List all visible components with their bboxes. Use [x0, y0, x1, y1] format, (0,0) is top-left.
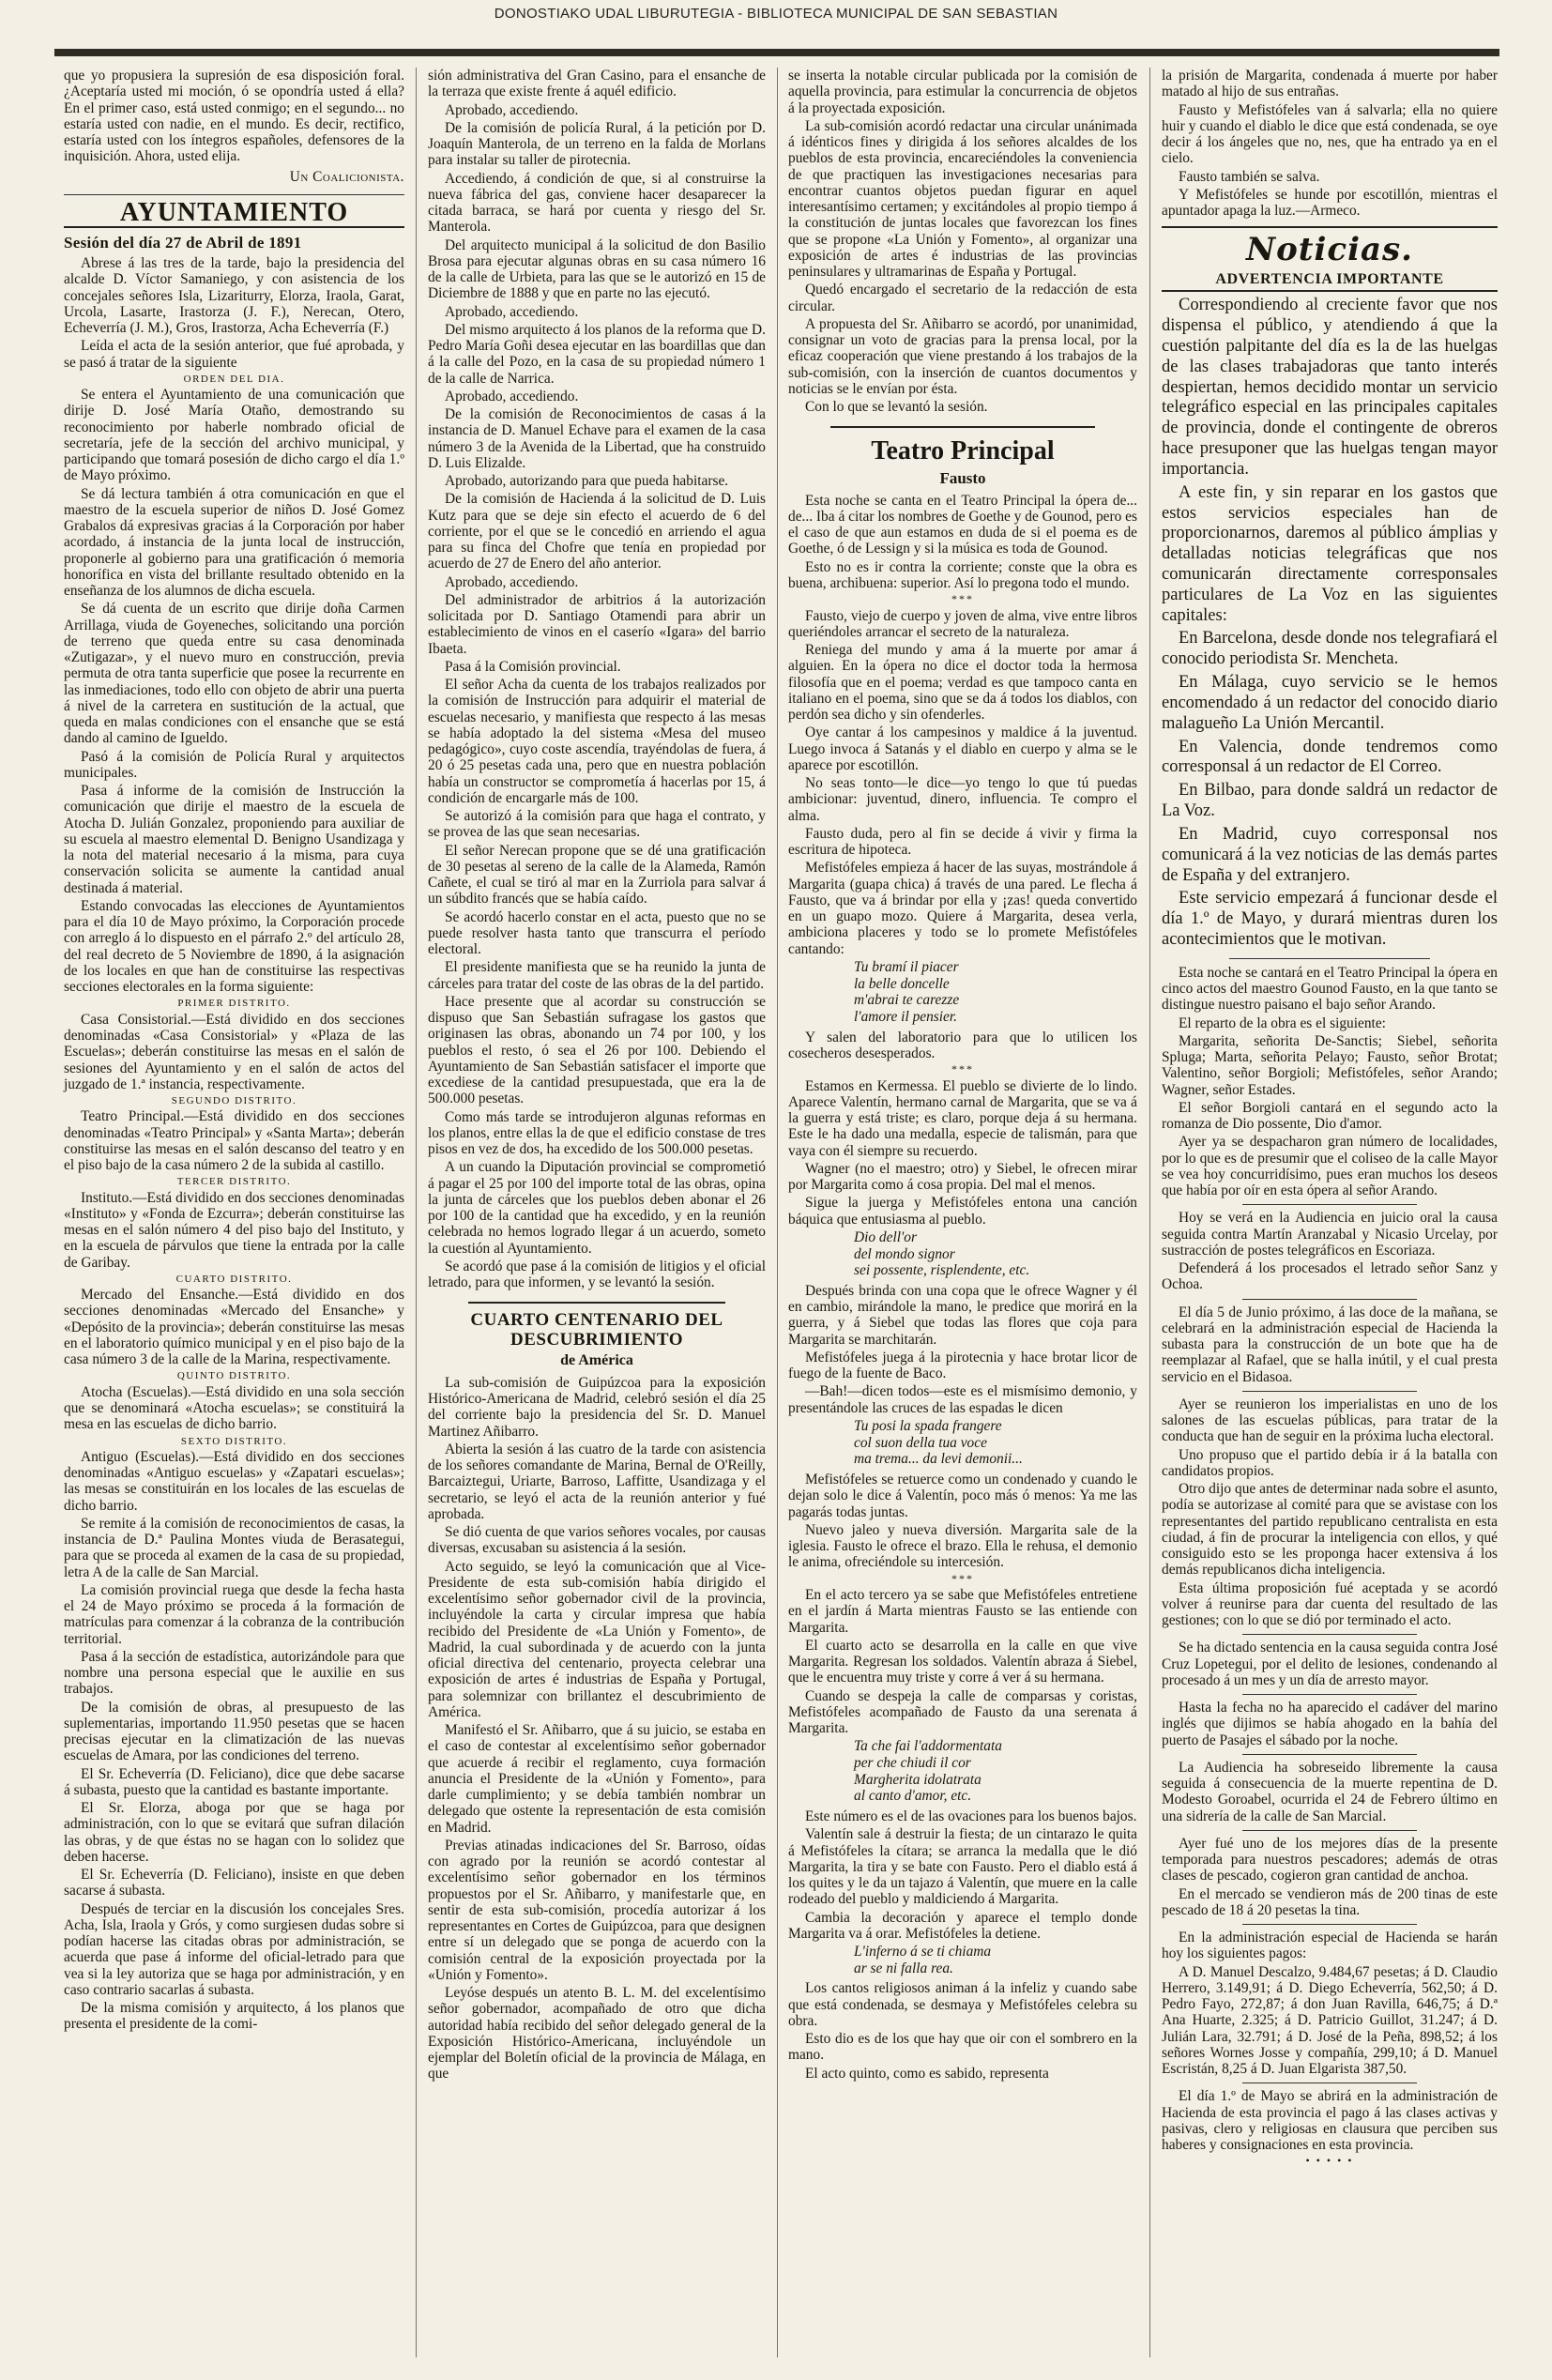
paragraph: La sub-comisión acordó redactar una circular unánimada á idénticos fines y dirigida á los señores alcaldes de los pueblos de esta provincia, encareciéndoles la conveniencia de que practiquen las investigaciones necesarias para encontrar cuantos objetos puedan figurar en aquel interesantísimo certamen; y excitándoles al propio tiempo á la constitución de juntas locales que favorezcan los fines que se propone «La Unión y Fomento», al organizar una exposición de artes é industrias de las provincias peninsulares y ultramarinas de España y Portugal.: [788, 117, 1137, 280]
paragraph: En el mercado se vendieron más de 200 tinas de este pescado de 18 á 20 pesetas la tina.: [1162, 1885, 1498, 1918]
paragraph: Estando convocadas las elecciones de Ayuntamientos para el día 10 de Mayo próximo, la Corporación procede con arreglo á lo dispuesto en el párrafo 2.º del artículo 28, del real decreto de 5 Noviembre de 1890, á la asignación de los locales en que han de constituirse las respectivas secciones electorales en la forma siguiente:: [64, 897, 404, 996]
column-4: [1152, 68, 1507, 2362]
paragraph: Esto no es ir contra la corriente; conste que la obra es buena, archibuena: superior. Así lo pregona todo el mundo.: [788, 558, 1137, 591]
separator-dots: • • • • •: [1305, 2154, 1354, 2168]
separator-stars: ***: [951, 1571, 974, 1585]
paragraph: Fausto y Mefistófeles van á salvarla; ella no quiere huir y cuando el diablo le dice que está condenada, se oye decir á los ángeles que no, nes, que ha entrado ya en el cielo.: [1162, 101, 1498, 167]
paragraph: El día 5 de Junio próximo, á las doce de la mañana, se celebrará en la administración especial de Hacienda la subasta para la construcción de un bote que ha de reemplazar al Rafael, que se halla inútil, y el cual presta servicio en el Bidasoa.: [1162, 1304, 1498, 1385]
paragraph: El señor Nerecan propone que se dé una gratificación de 30 pesetas al sereno de la calle de la Alameda, Ramón Cañete, el cual se tiró al mar en la Zurriola para salvar á un súbdito francés que se había caído.: [428, 842, 766, 908]
noticias-title: Noticias.: [1162, 226, 1498, 267]
paragraph: Esta noche se canta en el Teatro Principal la ópera de... de... Iba á citar los nombres de Goethe y de Gounod, pero es el caso de que aun estamos en duda de si el poema es de Goethe, ó de Lessign y si la música es toda de Gounod.: [788, 492, 1137, 557]
paragraph: De la comisión de obras, al presupuesto de las suplementarias, importando 11.950 pesetas que se hacen precisas ejecutar en la climatización de las nuevas escuelas de Amara, por las condiciones del terreno.: [64, 1699, 404, 1764]
paragraph: Hasta la fecha no ha aparecido el cadáver del marino inglés que dijimos se había ahogado en la bahía del puerto de Pasajes el sábado por la noche.: [1162, 1700, 1498, 1748]
paragraph: Fausto duda, pero al fin se decide á vivir y firma la escritura de hipoteca.: [788, 825, 1137, 859]
lead-paragraph: En Valencia, donde tendremos como corresponsal á un redactor de El Correo.: [1162, 737, 1498, 777]
paragraph: El acto quinto, como es sabido, representa: [805, 2065, 1049, 2082]
session-title: Sesión del día 27 de Abril de 1891: [64, 234, 302, 252]
section-divider: [830, 426, 1096, 428]
paragraph: Se dió cuenta de que varios señores vocales, por causas diversas, excusaban su asistencia á la sesión.: [428, 1524, 766, 1557]
lead-paragraph: En Madrid, cuyo corresponsal nos comunicará á la vez noticias de las demás partes de España y del extranjero.: [1162, 824, 1498, 885]
paragraph: Ayer fué uno de los mejores días de la presente temporada para nuestros pescadores; además de otras clases de pescado, cogieron gran cantidad de anchoa.: [1162, 1835, 1498, 1884]
lead-paragraph: En Barcelona, desde donde nos telegrafiará el conocido periodista Sr. Mencheta.: [1162, 629, 1498, 669]
verse-line: la belle doncelle: [854, 975, 950, 992]
paragraph: Se acordó que pase á la comisión de litigios y el oficial letrado, para que informen, y se levantó la sesión.: [428, 1258, 766, 1290]
paragraph: Aprobado, autorizando para que pueda habitarse.: [445, 473, 729, 489]
paragraph: Mefistófeles juega á la pirotecnia y hace brotar licor de fuego de la fuente de Baco.: [788, 1349, 1137, 1382]
paragraph: A propuesta del Sr. Añibarro se acordó, por unanimidad, consignar un voto de gracias para la prensa local, por la eficaz cooperación que viene prestando á los trabajos de la sub-comisión, con la inserción de cuantos documentos y noticias se le envían por ésta.: [788, 315, 1137, 397]
column-1: [54, 68, 414, 2362]
district-heading: TERCER DISTRITO.: [176, 1176, 292, 1188]
district-heading: CUARTO DISTRITO.: [175, 1273, 293, 1285]
paragraph: Se acordó hacerlo constar en el acta, puesto que no se puede resolver hasta tanto que transcurra el período electoral.: [428, 908, 766, 957]
paragraph: Leyóse después un atento B. L. M. del excelentísimo señor gobernador, acompañado de otro que dicha autoridad había recibido del señor delegado general de la Exposición Histórico-Americana, incluyéndole un ejemplar del Boletín oficial de la provincia de Málaga, en que: [428, 1985, 766, 2082]
news-divider: [1229, 958, 1431, 959]
verse-line: per che chiudi il cor: [854, 1754, 971, 1771]
paragraph: Estamos en Kermessa. El pueblo se divierte de lo lindo. Aparece Valentín, hermano carnal de Margarita, que se va á la guerra y está triste; es claro, porque deja á su hermana. Este le ha dado una medalla, especie de talismán, para que vaya con él siempre su recuerdo.: [788, 1077, 1137, 1159]
paragraph: Con lo que se levantó la sesión.: [805, 399, 988, 415]
news-divider: [1242, 1830, 1417, 1831]
paragraph: Fausto, viejo de cuerpo y joven de alma, vive entre libros queriéndoles arrancar el secreto de la naturaleza.: [788, 607, 1137, 640]
verse-line: ma trema... da levi demonii...: [854, 1451, 1023, 1468]
paragraph: Y Mefistófeles se hunde por escotillón, mientras el apuntador apaga la luz.—Armeco.: [1162, 186, 1498, 219]
paragraph: Teatro Principal.—Está dividido en dos secciones denominadas «Teatro Principal» y «Santa Marta»; deberán constituirse las mesas en el salón descanso del teatro y en el piso bajo de la casa número 2 de la subida al castillo.: [64, 1108, 404, 1174]
paragraph: Se dá lectura también á otra comunicación en que el maestro de la escuela superior de niños D. José Gomez Grabalos dá expresivas gracias á la Corporación por haber acordado, á instancia de la junta local de instrucción, proponerle al gobierno para una gratificación ó memoria honorífica en vista del brillante resultado obtenido en la enseñanza de los alumnos de dicha escuela.: [64, 485, 404, 600]
paragraph: A D. Manuel Descalzo, 9.484,67 pesetas; á D. Claudio Herrero, 3.149,91; á D. Diego Echeverría, 562,50; á D. Pedro Fayo, 272,87; á don Juan Ravilla, 646,75; á D.ª Ana Huarte, 2.325; á D. Patricio Guillot, 31.247; á D. Julián Lara, 32.791; á D. José de la Peña, 898,52; á los señores Wornes Josse y compañía, 299,10; á D. Manuel Escristán, 8,25 á D. Juan Elgarista 387,50.: [1162, 1963, 1498, 2078]
paragraph: Mercado del Ensanche.—Está dividido en dos secciones denominadas «Mercado del Ensanche» y «Depósito de la provincia»; deberán constituirse las mesas en el laboratorio químico municipal y en el piso bajo de la casa número 3 de la calle de la Marina, respectivamente.: [64, 1287, 404, 1368]
paragraph: Aprobado, accediendo.: [445, 303, 579, 320]
paragraph: Mefistófeles se retuerce como un condenado y cuando le dejan solo le dice á Valentín, poco más ó menos: Ya me las pagarás todas juntas.: [788, 1472, 1137, 1520]
advertencia-heading: ADVERTENCIA IMPORTANTE: [1162, 271, 1498, 292]
paragraph: No seas tonto—le dice—yo tengo lo que tú puedas ambicionar: juventud, dinero, influencia. Te compro el alma.: [788, 775, 1137, 824]
paragraph: Aprobado, accediendo.: [445, 388, 579, 404]
paragraph: Esto dio es de los que hay que oir con el sombrero en la mano.: [788, 2031, 1137, 2064]
paragraph: Sigue la juerga y Mefistófeles entona una canción báquica que entusiasma al pueblo.: [788, 1195, 1137, 1228]
verse-block: [854, 959, 1137, 1026]
column-2: [418, 68, 775, 2362]
verse-line: Tu posi la spada frangere: [854, 1417, 1002, 1434]
paragraph: En la administración especial de Hacienda se harán hoy los siguientes pagos:: [1162, 1930, 1498, 1962]
paragraph: En el acto tercero ya se sabe que Mefistófeles entretiene en el jardín á Marta mientras Fausto se las entiende con Margarita.: [788, 1587, 1137, 1636]
news-divider: [1242, 1694, 1417, 1695]
paragraph: La sub-comisión de Guipúzcoa para la exposición Histórico-Americana de Madrid, celebró sesión el día 25 del corriente bajo la presidencia del Sr. D. Manuel Martinez Añibarro.: [428, 1374, 766, 1440]
paragraph: Otro dijo que antes de determinar nada sobre el asunto, podía se autorizase al comité para que se avistase con los representantes del partido republicano centralista en esta ciudad, á fin de procurar la inteligencia con ellos, y qué consiguido esto se les proponga hacer extensiva á los demás republicanos dicha inteligencia.: [1162, 1481, 1498, 1579]
orden-del-dia-heading: ORDEN DEL DIA.: [183, 373, 285, 385]
centenary-subtitle: de América: [560, 1352, 633, 1369]
paragraph: Se entera el Ayuntamiento de una comunicación que dirije D. José María Otaño, demostrando su reconocimiento por haberle nombrado oficial de secretaría, jefe de la sección del archivo municipal, y participando que tomará posesión de dicho cargo el día 1.º de Mayo próximo.: [64, 387, 404, 484]
lead-paragraph: En Málaga, cuyo servicio se le hemos encomendado á un redactor del conocido diario malagueño La Unión Mercantil.: [1162, 673, 1498, 733]
paragraph: Manifestó el Sr. Añibarro, que á su juicio, se estaba en el caso de contestar al excelentísimo señor gobernador que acuerde á recibir el reglamento, cuya formación anuncia el Presidente de la «Unión y Fomento», para darle cumplimiento; y se debía también nombrar un delegado que ostente la representación de esta comisión en Madrid.: [428, 1722, 766, 1836]
centenary-title: CUARTO CENTENARIO DEL DESCUBRIMIENTO: [470, 1310, 723, 1350]
paragraph: Pasa á la Comisión provincial.: [445, 658, 621, 675]
district-heading: PRIMER DISTRITO.: [177, 998, 291, 1010]
news-divider: [1242, 1754, 1417, 1755]
archive-credit: DONOSTIAKO UDAL LIBURUTEGIA - BIBLIOTECA MUNICIPAL DE SAN SEBASTIAN: [494, 6, 1058, 22]
paragraph: Pasa á la sección de estadística, autorizándole para que nombre una persona especial que le auxilie en sus trabajos.: [64, 1648, 404, 1698]
news-divider: [1242, 1299, 1417, 1300]
paragraph: A un cuando la Diputación provincial se comprometió á pagar el 25 por 100 del importe total de las obras, opina la junta de cárceles que los pueblos deben abonar el 26 por 100 de la cantidad que ha excedido, y en la reunión celebrada no hemos logrado llegar á un acuerdo, someto la cuestión al Ayuntamiento.: [428, 1159, 766, 1257]
verse-line: L'inferno á se ti chiama: [854, 1944, 992, 1960]
paragraph: Casa Consistorial.—Está dividido en dos secciones denominadas «Casa Consistorial» y «Plaza de las Escuelas»; deberán constituirse las mesas en el salón de sesiones del Ayuntamiento y en el salón de actos del juzgado de 1.ª instancia, respectivamente.: [64, 1011, 404, 1092]
verse-line: Margherita idolatrata: [854, 1771, 981, 1788]
news-divider: [1242, 1634, 1417, 1635]
paragraph: De la comisión de Reconocimientos de casas á la instancia de D. Manuel Echave para el examen de la casa número 3 de la Avenida de la Libertad, que ha construido D. Luis Elizalde.: [428, 406, 766, 471]
verse-line: l'amore il pensier.: [854, 1008, 958, 1025]
news-divider: [1242, 1204, 1417, 1205]
verse-line: al canto d'amor, etc.: [854, 1788, 972, 1805]
paragraph: El reparto de la obra es el siguiente:: [1179, 1015, 1386, 1031]
verse-block: [854, 1229, 1137, 1279]
paragraph: Aprobado, accediendo.: [445, 573, 579, 590]
paragraph: Después de terciar en la discusión los concejales Sres. Acha, Isla, Iraola y Grós, y como surgiesen dudas sobre si podían hacerse las citadas obras por administración, se acuerda que pase á informe del oficial-letrado para que vea si la ley autoriza que se haga por administración, y en caso contrario sacarlas á subasta.: [64, 1900, 404, 1998]
paragraph: Se autorizó á la comisión para que haga el contrato, y se provea de las que sean necesarias.: [428, 808, 766, 841]
paragraph: Quedó encargado el secretario de la redacción de esta circular.: [788, 282, 1137, 314]
paragraph: Hoy se verá en la Audiencia en juicio oral la causa seguida contra Martín Aranzabal y Nicasio Urcelay, por sustracción de postes telegráficos en Escoriaza.: [1162, 1210, 1498, 1259]
paragraph: Y salen del laboratorio para que lo utilicen los cosecheros desesperados.: [788, 1029, 1137, 1061]
paragraph: Se dá cuenta de un escrito que dirije doña Carmen Arrillaga, viuda de Goyeneches, solicitando una porción de terreno que queda entre su casa denominada «Zutigazar», y el nuevo muro en construcción, previa permuta de otra tanta superficie que posee la recurrente en las inmediaciones, todo ello con objeto de abrir una puerta á nivel de la carretera en sustitución de la actual, que queda en malas condiciones con el ensanche que se está dando al camino de Igueldo.: [64, 601, 404, 747]
verse-line: Dio dell'or: [854, 1228, 917, 1245]
paragraph: El Sr. Echeverría (D. Feliciano), dice que debe sacarse á subasta, puesto que la cantidad es bastante importante.: [64, 1765, 404, 1798]
paragraph: Cambia la decoración y aparece el templo donde Margarita va á orar. Mefistófeles la detiene.: [788, 1909, 1137, 1942]
column-3: [779, 68, 1147, 2362]
verse-line: sei possente, risplendente, etc.: [854, 1262, 1030, 1279]
paragraph: Fausto también se salva.: [1179, 168, 1320, 185]
verse-line: col suon della tua voce: [854, 1434, 987, 1451]
paragraph: Mefistófeles empieza á hacer de las suyas, mostrándole á Margarita (guapa chica) á través de una pared. Le flecha á Fausto, que va á brindar por ella y ¡zas! queda convertido en un guapo mozo. Quiere á Margarita, desea verla, ambiciona placeres y todo se lo promete Mefistófeles cantando:: [788, 860, 1137, 957]
paragraph: se inserta la notable circular publicada por la comisión de aquella provincia, para estimular la concurrencia de objetos á la proyectada exposición.: [788, 68, 1137, 116]
paragraph: El presidente manifiesta que se ha reunido la junta de cárceles para tratar del coste de las obras de la del partido.: [428, 959, 766, 992]
paragraph: Ayer se reunieron los imperialistas en uno de los salones de las escuelas públicas, para tratar de la conducta que han de seguir en la próxima lucha electoral.: [1162, 1396, 1498, 1445]
district-heading: QUINTO DISTRITO.: [176, 1370, 292, 1382]
section-title-ayuntamiento: AYUNTAMIENTO: [64, 194, 404, 228]
paragraph: Acto seguido, se leyó la comunicación que al Vice-Presidente de esta sub-comisión había dirigido el excelentísimo señor gobernador civil de la provincia, incluyéndole la carta y circular impresa que había recibido del Presidente de «La Unión y Fomento», de Madrid, la cual subordinada y de acuerdo con la junta oficial directiva del centenario, proyecta celebrar una exposición de artes é industrias de España y Portugal, para solemnizar con brillantez el descubrimiento de América.: [428, 1558, 766, 1720]
paragraph: De la comisión de Hacienda á la solicitud de D. Luis Kutz para que se deje sin efecto el acuerdo de 6 del corriente, por el que se le concedió en arriendo el agua para su finca del Chofre que tenía en propiedad por acuerdo de 27 de Enero del año anterior.: [428, 491, 766, 572]
paragraph: Esta noche se cantará en el Teatro Principal la ópera en cinco actos del maestro Gounod Fausto, en la que tanto se distingue nuestro paisano el bajo señor Arando.: [1162, 964, 1498, 1014]
verse-line: Tu bramí il piacer: [854, 958, 959, 975]
verse-line: Ta che fai l'addormentata: [854, 1738, 1002, 1755]
paragraph: El señor Acha da cuenta de los trabajos realizados por la comisión de Instrucción para adquirir el material de escuelas necesario, y manifiesta que respecto á las mesas se había adoptado la del sistema «Mesa del museo pedagógico», cuyo coste ascendía, trayéndolas de fuera, á 20 ó 25 pesetas cada una, pero que en nuestra población había un constructor se comprometía á hacerlas por 15, á condición de encargarle más de 100.: [428, 677, 766, 806]
paragraph: Margarita, señorita De-Sanctis; Siebel, señorita Spluga; Marta, señorita Pelayo; Fausto, señor Brotat; Valentino, señor Borgioli; Mefistófeles, señor Arando; Wagner, señor Estades.: [1162, 1032, 1498, 1098]
paragraph: Uno propuso que el partido debía ir á la batalla con candidatos propios.: [1162, 1446, 1498, 1479]
lead-paragraph: Correspondiendo al creciente favor que nos dispensa el público, y atendiendo á que la cuestión palpitante del día es la de las huelgas de las clases trabajadoras que tanto interés despiertan, hemos decidido montar un servicio telegráfico especial en las principales capitales de provincia, donde el contingente de obreros hace presuponer que las huelgas tengan mayor importancia.: [1162, 296, 1498, 479]
lead-paragraph: Este servicio empezará á funcionar desde el día 1.º de Mayo, y durará mientras duren los acontecimientos que le motivan.: [1162, 889, 1498, 950]
paragraph: El Sr. Echeverría (D. Feliciano), insiste en que deben sacarse á subasta.: [64, 1867, 404, 1899]
news-divider: [1242, 1924, 1417, 1925]
paragraph: Aprobado, accediendo.: [445, 101, 579, 118]
paragraph: Antiguo (Escuelas).—Está dividido en dos secciones denominadas «Antiguo escuelas» y «Zapatari escuelas»; las mesas se constituirán en los locales de las escuelas de dicho barrio.: [64, 1448, 404, 1514]
district-heading: SEGUNDO DISTRITO.: [171, 1095, 297, 1107]
separator-stars: ***: [951, 1062, 974, 1076]
teatro-subtitle: Fausto: [939, 468, 986, 487]
paragraph: El Sr. Elorza, aboga por que se haga por administración, con lo que se evitará que sufran dilación las obras, y de que éstas no se hagan con lo solidez que deben hacerse.: [64, 1800, 404, 1865]
news-divider: [1242, 2082, 1417, 2083]
verse-block: [854, 1738, 1137, 1805]
paragraph: Accediendo, á condición de que, si al construirse la nueva fábrica del gas, conviene hacer desaparecer la citada barraca, se hará por cuenta y riesgo del Sr. Manterola.: [428, 170, 766, 236]
verse-block: [854, 1944, 1137, 1976]
paragraph: Reniega del mundo y ama á la muerte por amar á alguien. En la ópera no dice el doctor toda la hermosa filosofía que en el poema; verdad es que tampoco canta en italiano en el poema, sino que se da á todos los diablos, con perdón sea dicho y sin ofenderles.: [788, 642, 1137, 724]
paragraph: Abierta la sesión á las cuatro de la tarde con asistencia de los señores comandante de Marina, Bernal de O'Reilly, Barcaiztegui, Uriarte, Barroso, Laffitte, Usandizaga y el secretario, se leyó el acta de la reunión anterior y fué aprobada.: [428, 1441, 766, 1522]
paragraph: sión administrativa del Gran Casino, para el ensanche de la terraza que existe frente á aquél edificio.: [428, 68, 766, 100]
paragraph: Previas atinadas indicaciones del Sr. Barroso, oídas con agrado por la reunión se acordó contestar al excelentísimo señor gobernador en los términos propuestos por el Sr. Añibarro, y manifestarle que, en sentir de esta sub-comisión, procedía autorizar á los representantes en Cortes de Guipúzcoa, para que designen entre sí un delegado que se ponga de acuerdo con la comisión central de la exposición proyectada por la «Unión y Fomento».: [428, 1837, 766, 1983]
paragraph: Defenderá á los procesados el letrado señor Sanz y Ochoa.: [1162, 1260, 1498, 1293]
paragraph: Pasó á la comisión de Policía Rural y arquitectos municipales.: [64, 748, 404, 781]
column-rule: [416, 68, 417, 2357]
paragraph: Abrese á las tres de la tarde, bajo la presidencia del alcalde D. Víctor Samaniego, y con asistencia de los concejales señores Isla, Lizariturry, Elorza, Iraola, Garat, Urcola, Lasarte, Irastorza (J. F.), Nerecan, Otero, Echeverría (J. M.), Gros, Irastorza, Acha Echeverría (F.): [64, 255, 404, 337]
paragraph: Se remite á la comisión de reconocimientos de casas, la instancia de D.ª Paulina Montes viuda de Berasategui, para que se proceda al examen de la casa de su propiedad, letra A de la calle de San Marcial.: [64, 1515, 404, 1580]
news-divider: [1242, 1391, 1417, 1392]
paragraph: El señor Borgioli cantará en el segundo acto la romanza de Dio possente, Dio d'amor.: [1162, 1099, 1498, 1133]
paragraph: Ayer ya se despacharon gran número de localidades, por lo que es de presumir que el coliseo de la calle Mayor se vea hoy concurridísimo, pues eran muchos los deseos que había por oír en esta ópera al señor Arando.: [1162, 1134, 1498, 1199]
district-heading: SEXTO DISTRITO.: [180, 1435, 288, 1447]
paragraph: La comisión provincial ruega que desde la fecha hasta el 24 de Mayo próximo se proceda á la formación de matrículas para comenzar á la cobranza de la contribución territorial.: [64, 1581, 404, 1647]
paragraph: De la comisión de policía Rural, á la petición por D. Joaquín Manterola, de un terreno en la falda de Morlans para instalar su taller de pirotecnia.: [428, 119, 766, 169]
paragraph: Del arquitecto municipal á la solicitud de don Basilio Brosa para ejecutar algunas obras en su casa número 16 de la calle de Urbieta, para las que se le autorizó en 15 de Diciembre de 1888 y que en parte no las ejecutó.: [428, 236, 766, 302]
separator-stars: ***: [951, 592, 974, 606]
teatro-title: Teatro Principal: [871, 436, 1055, 466]
paragraph: Del administrador de arbitrios á la autorización solicitada por D. Santiago Otamendi para abrir un establecimiento de vinos en el caserío «Igara» del barrio Ibaeta.: [428, 591, 766, 657]
paragraph: la prisión de Margarita, condenada á muerte por haber matado al hijo de sus entrañas.: [1162, 68, 1498, 100]
masthead-rule: [54, 49, 1499, 56]
verse-line: ar se ni falla rea.: [854, 1960, 953, 1976]
paragraph: Esta última proposición fué aceptada y se acordó volver á reunirse para dar cuenta del resultado de las gestiones; con lo que se dió por terminado el acto.: [1162, 1579, 1498, 1629]
paragraph: Este número es el de las ovaciones para los buenos bajos.: [805, 1808, 1137, 1825]
paragraph: Los cantos religiosos animan á la infeliz y cuando sabe que está condenada, se desmaya y Mefistófeles celebra su obra.: [788, 1980, 1137, 2029]
paragraph: —Bah!—dicen todos—este es el mismísimo demonio, y presentándole las cruces de las espadas le dicen: [788, 1383, 1137, 1416]
paragraph: El cuarto acto se desarrolla en la calle en que vive Margarita. Regresan los soldados. Valentín abraza á Siebel, que le encuentra muy triste y corre á ver á su hermana.: [788, 1637, 1137, 1686]
paragraph: Después brinda con una copa que le ofrece Wagner y él en cambio, mirándole la mano, le predice que morirá en la guerra, y á Siebel que todas las flores que coja para Margarita se marchitarán.: [788, 1282, 1137, 1348]
paragraph: que yo propusiera la supresión de esa disposición foral. ¿Aceptaría usted mi moción, ó se opondría usted á ella? En el primer caso, está usted conmigo; en el segundo... no estaría usted con nadie, en el mundo. Es decir, rectifico, estaría usted con los íntegros españoles, defensores de la inquisición. Ahora, usted elija.: [64, 68, 404, 165]
paragraph: La Audiencia ha sobreseido libremente la causa seguida á consecuencia de la muerte repentina de D. Modesto Goroabel, ocurrida el 24 de Febrero último en una sidrería de la calle de San Marcial.: [1162, 1759, 1498, 1824]
paragraph: Del mismo arquitecto á los planos de la reforma que D. Pedro María Goñi desea ejecutar en las boardillas que dan á la calle del Pozo, en la casa de su propiedad número 1 de la calle de Narrica.: [428, 321, 766, 387]
signature: Un Coalicionista.: [289, 168, 404, 185]
column-rule: [1149, 68, 1150, 2357]
paragraph: Cuando se despeja la calle de comparsas y coristas, Mefistófeles acompañado de Fausto da una serenata á Margarita.: [788, 1687, 1137, 1737]
paragraph: El día 1.º de Mayo se abrirá en la administración de Hacienda de esta provincia el pago á las clases activas y pasivas, clero y religiosas en clausura que perciben sus haberes y consignaciones en esta provincia.: [1162, 2088, 1498, 2154]
paragraph: Hace presente que al acordar su construcción se dispuso que San Sebastián sufragase los gastos que originasen las obras, abonando un 74 por 100, y los pueblos el resto, ó sea el 26 por 100. Debiendo el Ayuntamiento de San Sebastián satisfacer el importe que excediese de la cantidad presupuestada, que era la de 500.000 pesetas.: [428, 993, 766, 1107]
paragraph: Wagner (no el maestro; otro) y Siebel, le ofrecen mirar por Margarita como á cosa propia. Del mal el menos.: [788, 1160, 1137, 1194]
paragraph: Oye cantar á los campesinos y maldice á la juventud. Luego invoca á Satanás y el diablo en cuerpo y alma se le aparece por escotillón.: [788, 725, 1137, 773]
paragraph: Atocha (Escuelas).—Está dividido en una sola sección que se denominará «Atocha escuelas»; se constituirá la mesa en las escuelas de dicho barrio.: [64, 1383, 404, 1433]
paragraph: Se ha dictado sentencia en la causa seguida contra José Cruz Lopetegui, por el delito de lesiones, condenando al procesado á un mes y un día de arresto mayor.: [1162, 1640, 1498, 1688]
verse-line: del mondo signor: [854, 1245, 955, 1262]
paragraph: Leída el acta de la sesión anterior, que fué aprobada, y se pasó á tratar de la siguiente: [64, 338, 404, 371]
paragraph: Como más tarde se introdujeron algunas reformas en los planos, entre ellas la de que el edificio constase de tres pisos en vez de dos, ha excedido de los 500.000 pesetas.: [428, 1108, 766, 1157]
paragraph: Valentín sale á destruir la fiesta; de un cintarazo le quita á Mefistófeles la cítara; se arranca la medalla que le dió Margarita, la tira y se bate con Fausto. Pero el diablo está á los quites y le da un tajazo á Valentín, que muere en la calle rodeado del pueblo y maldiciendo á Margarita.: [788, 1826, 1137, 1908]
paragraph: De la misma comisión y arquitecto, á los planos que presenta el presidente de la comi-: [64, 2000, 404, 2033]
paragraph: Instituto.—Está dividido en dos secciones denominadas «Instituto» y «Fonda de Ezcurra»; deberán constituirse las mesas en el salón número 4 del piso bajo del Instituto, y en la escuela de párvulos que tiene la entrada por la calle de Garibay.: [64, 1189, 404, 1271]
verse-line: m'abrai te carezze: [854, 992, 960, 1009]
lead-paragraph: A este fin, y sin reparar en los gastos que estos servicios especiales han de proporcionarnos, daremos al público ámplias y detalladas noticias telegráficas que nos comunicarán directamente corresponsales particulares de La Voz en las siguientes capitales:: [1162, 482, 1498, 625]
paragraph: Pasa á informe de la comisión de Instrucción la comunicación que dirije el maestro de la escuela de Atocha D. Julián Gonzalez, proponiendo para auxiliar de su escuela al maestro elemental D. Benigno Usandizaga y la nota del material necesario á la misma, para cuya conservación solicita se aumente la cantidad anual destinada á material.: [64, 783, 404, 896]
verse-block: [854, 1418, 1137, 1468]
lead-paragraph: En Bilbao, para donde saldrá un redactor de La Voz.: [1162, 781, 1498, 821]
section-divider: [468, 1302, 725, 1304]
paragraph: Nuevo jaleo y nueva diversión. Margarita sale de la iglesia. Fausto le ofrece el brazo. Ella le rehusa, el demonio le anima, ofreciéndole su intercesión.: [788, 1521, 1137, 1571]
column-rule: [777, 68, 778, 2357]
